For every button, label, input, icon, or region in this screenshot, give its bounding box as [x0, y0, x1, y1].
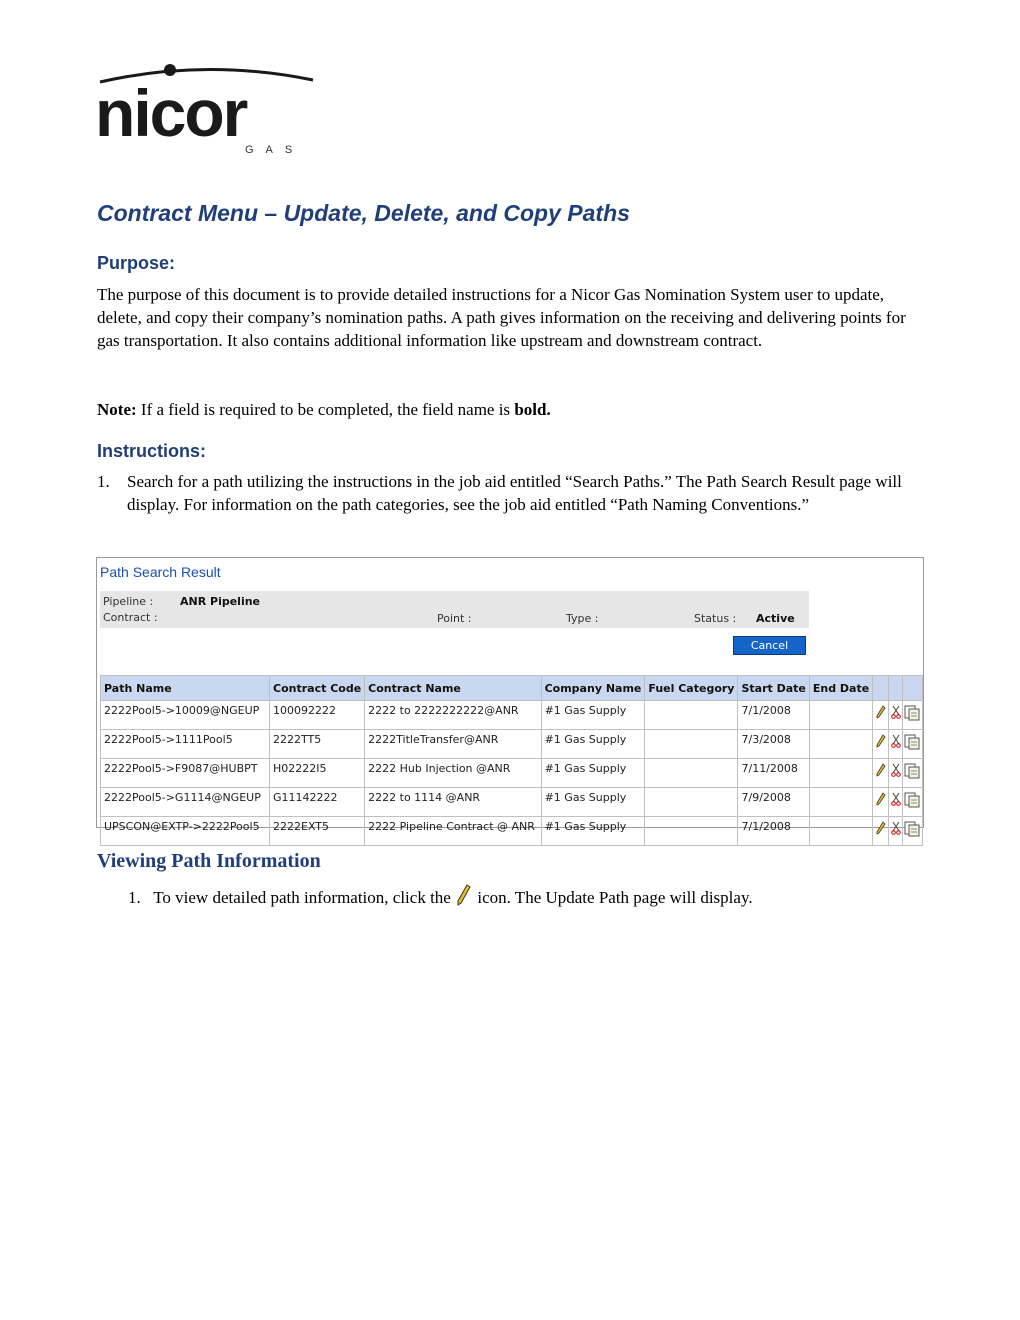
delete-cell[interactable] [889, 788, 903, 817]
path-results-table [100, 675, 923, 846]
viewing-step-1 [128, 884, 753, 912]
copy-icon[interactable] [904, 705, 920, 721]
cell-start-date: 7/1/2008 [738, 701, 809, 730]
delete-cell[interactable] [889, 701, 903, 730]
cell-contract-code: 100092222 [270, 701, 365, 730]
point-label: Point : [437, 612, 472, 625]
copy-icon[interactable] [904, 821, 920, 837]
table-row [101, 788, 923, 817]
edit-cell[interactable] [873, 759, 889, 788]
col-end-date[interactable]: End Date [809, 676, 872, 701]
copy-icon[interactable] [904, 734, 920, 750]
col-start-date[interactable]: Start Date [738, 676, 809, 701]
type-label: Type : [566, 612, 599, 625]
delete-cell[interactable] [889, 759, 903, 788]
cell-contract-name: 2222 to 2222222222@ANR [365, 701, 541, 730]
pencil-icon[interactable] [876, 763, 886, 777]
col-company-name[interactable]: Company Name [541, 676, 645, 701]
copy-icon[interactable] [904, 763, 920, 779]
cell-company-name: #1 Gas Supply [541, 759, 645, 788]
scissors-icon[interactable] [891, 763, 901, 777]
edit-cell[interactable] [873, 817, 889, 846]
status-label: Status : [694, 612, 737, 625]
cell-contract-name: 2222 Hub Injection @ANR [365, 759, 541, 788]
cell-company-name: #1 Gas Supply [541, 788, 645, 817]
copy-cell[interactable] [902, 701, 922, 730]
copy-icon[interactable] [904, 792, 920, 808]
cell-start-date: 7/1/2008 [738, 817, 809, 846]
cell-end-date [809, 817, 872, 846]
instructions-heading: Instructions: [97, 441, 207, 461]
col-path-name[interactable]: Path Name [101, 676, 270, 701]
viewing-heading: Viewing Path Information [97, 850, 321, 872]
cell-company-name: #1 Gas Supply [541, 817, 645, 846]
scissors-icon[interactable] [891, 792, 901, 806]
table-header-row [101, 676, 923, 701]
page-title: Contract Menu – Update, Delete, and Copy Paths [97, 200, 630, 226]
note-label: Note: [97, 400, 137, 419]
filter-summary [100, 591, 809, 628]
table-row [101, 701, 923, 730]
table-row [101, 759, 923, 788]
cell-contract-code: H02222I5 [270, 759, 365, 788]
cell-contract-code: 2222TT5 [270, 730, 365, 759]
delete-cell[interactable] [889, 817, 903, 846]
viewing-step-number: 1. [128, 888, 141, 907]
cell-start-date: 7/11/2008 [738, 759, 809, 788]
viewing-text-before: To view detailed path information, click the [153, 888, 456, 907]
cell-path-name: 2222Pool5->1111Pool5 [101, 730, 270, 759]
cell-contract-name: 2222 Pipeline Contract @ ANR [365, 817, 541, 846]
nicor-gas-logo [95, 60, 320, 160]
note-text: If a field is required to be completed, the field name is [136, 400, 515, 419]
table-row [101, 817, 923, 846]
viewing-text-after: icon. The Update Path page will display. [473, 888, 753, 907]
cell-fuel-category [645, 701, 738, 730]
copy-cell[interactable] [902, 817, 922, 846]
logo-subtitle: GAS [245, 144, 305, 156]
cell-path-name: UPSCON@EXTP->2222Pool5 [101, 817, 270, 846]
cell-path-name: 2222Pool5->10009@NGEUP [101, 701, 270, 730]
pencil-icon[interactable] [876, 705, 886, 719]
copy-cell[interactable] [902, 788, 922, 817]
instruction-step-1 [97, 470, 917, 516]
step-text: Search for a path utilizing the instructions in the job aid entitled “Search Paths.” The Path Search Result page will display. For information on the path categories, see the job aid entitled “Path Naming Conventions.” [127, 472, 902, 514]
pencil-icon [457, 884, 471, 912]
cell-end-date [809, 701, 872, 730]
contract-label: Contract : [103, 611, 158, 624]
cell-contract-name: 2222 to 1114 @ANR [365, 788, 541, 817]
cell-end-date [809, 788, 872, 817]
cell-contract-code: 2222EXT5 [270, 817, 365, 846]
edit-cell[interactable] [873, 730, 889, 759]
cell-path-name: 2222Pool5->F9087@HUBPT [101, 759, 270, 788]
pipeline-value: ANR Pipeline [180, 595, 261, 608]
cell-contract-code: G11142222 [270, 788, 365, 817]
cell-fuel-category [645, 817, 738, 846]
pencil-icon[interactable] [876, 821, 886, 835]
col-contract-code[interactable]: Contract Code [270, 676, 365, 701]
col-copy [902, 676, 922, 701]
purpose-heading: Purpose: [97, 253, 176, 273]
cell-fuel-category [645, 730, 738, 759]
pencil-icon[interactable] [876, 792, 886, 806]
cancel-button[interactable]: Cancel [733, 636, 806, 655]
path-search-result-title: Path Search Result [100, 564, 221, 580]
pencil-icon[interactable] [876, 734, 886, 748]
note-bold: bold. [514, 400, 551, 419]
col-fuel-category[interactable]: Fuel Category [645, 676, 738, 701]
cell-fuel-category [645, 788, 738, 817]
cell-path-name: 2222Pool5->G1114@NGEUP [101, 788, 270, 817]
delete-cell[interactable] [889, 730, 903, 759]
col-edit [873, 676, 889, 701]
edit-cell[interactable] [873, 701, 889, 730]
purpose-text: The purpose of this document is to provide detailed instructions for a Nicor Gas Nomination System user to update, delete, and copy their company’s nomination paths. A path gives information on the receiving and delivering points for gas transportation. It also contains additional information like upstream and downstream contract. [97, 285, 906, 350]
copy-cell[interactable] [902, 759, 922, 788]
copy-cell[interactable] [902, 730, 922, 759]
cell-end-date [809, 759, 872, 788]
cell-start-date: 7/9/2008 [738, 788, 809, 817]
pipeline-label: Pipeline : [103, 595, 154, 608]
cell-contract-name: 2222TitleTransfer@ANR [365, 730, 541, 759]
table-row [101, 730, 923, 759]
col-contract-name[interactable]: Contract Name [365, 676, 541, 701]
edit-cell[interactable] [873, 788, 889, 817]
scissors-icon[interactable] [891, 821, 901, 835]
note [97, 398, 917, 421]
cell-start-date: 7/3/2008 [738, 730, 809, 759]
cell-company-name: #1 Gas Supply [541, 701, 645, 730]
path-search-result-screenshot [96, 557, 924, 833]
scissors-icon[interactable] [891, 734, 901, 748]
col-delete [889, 676, 903, 701]
logo-wordmark: nicor [95, 76, 247, 150]
step-number: 1. [97, 472, 110, 491]
cell-fuel-category [645, 759, 738, 788]
scissors-icon[interactable] [891, 705, 901, 719]
status-value: Active [756, 612, 795, 625]
cell-company-name: #1 Gas Supply [541, 730, 645, 759]
cell-end-date [809, 730, 872, 759]
